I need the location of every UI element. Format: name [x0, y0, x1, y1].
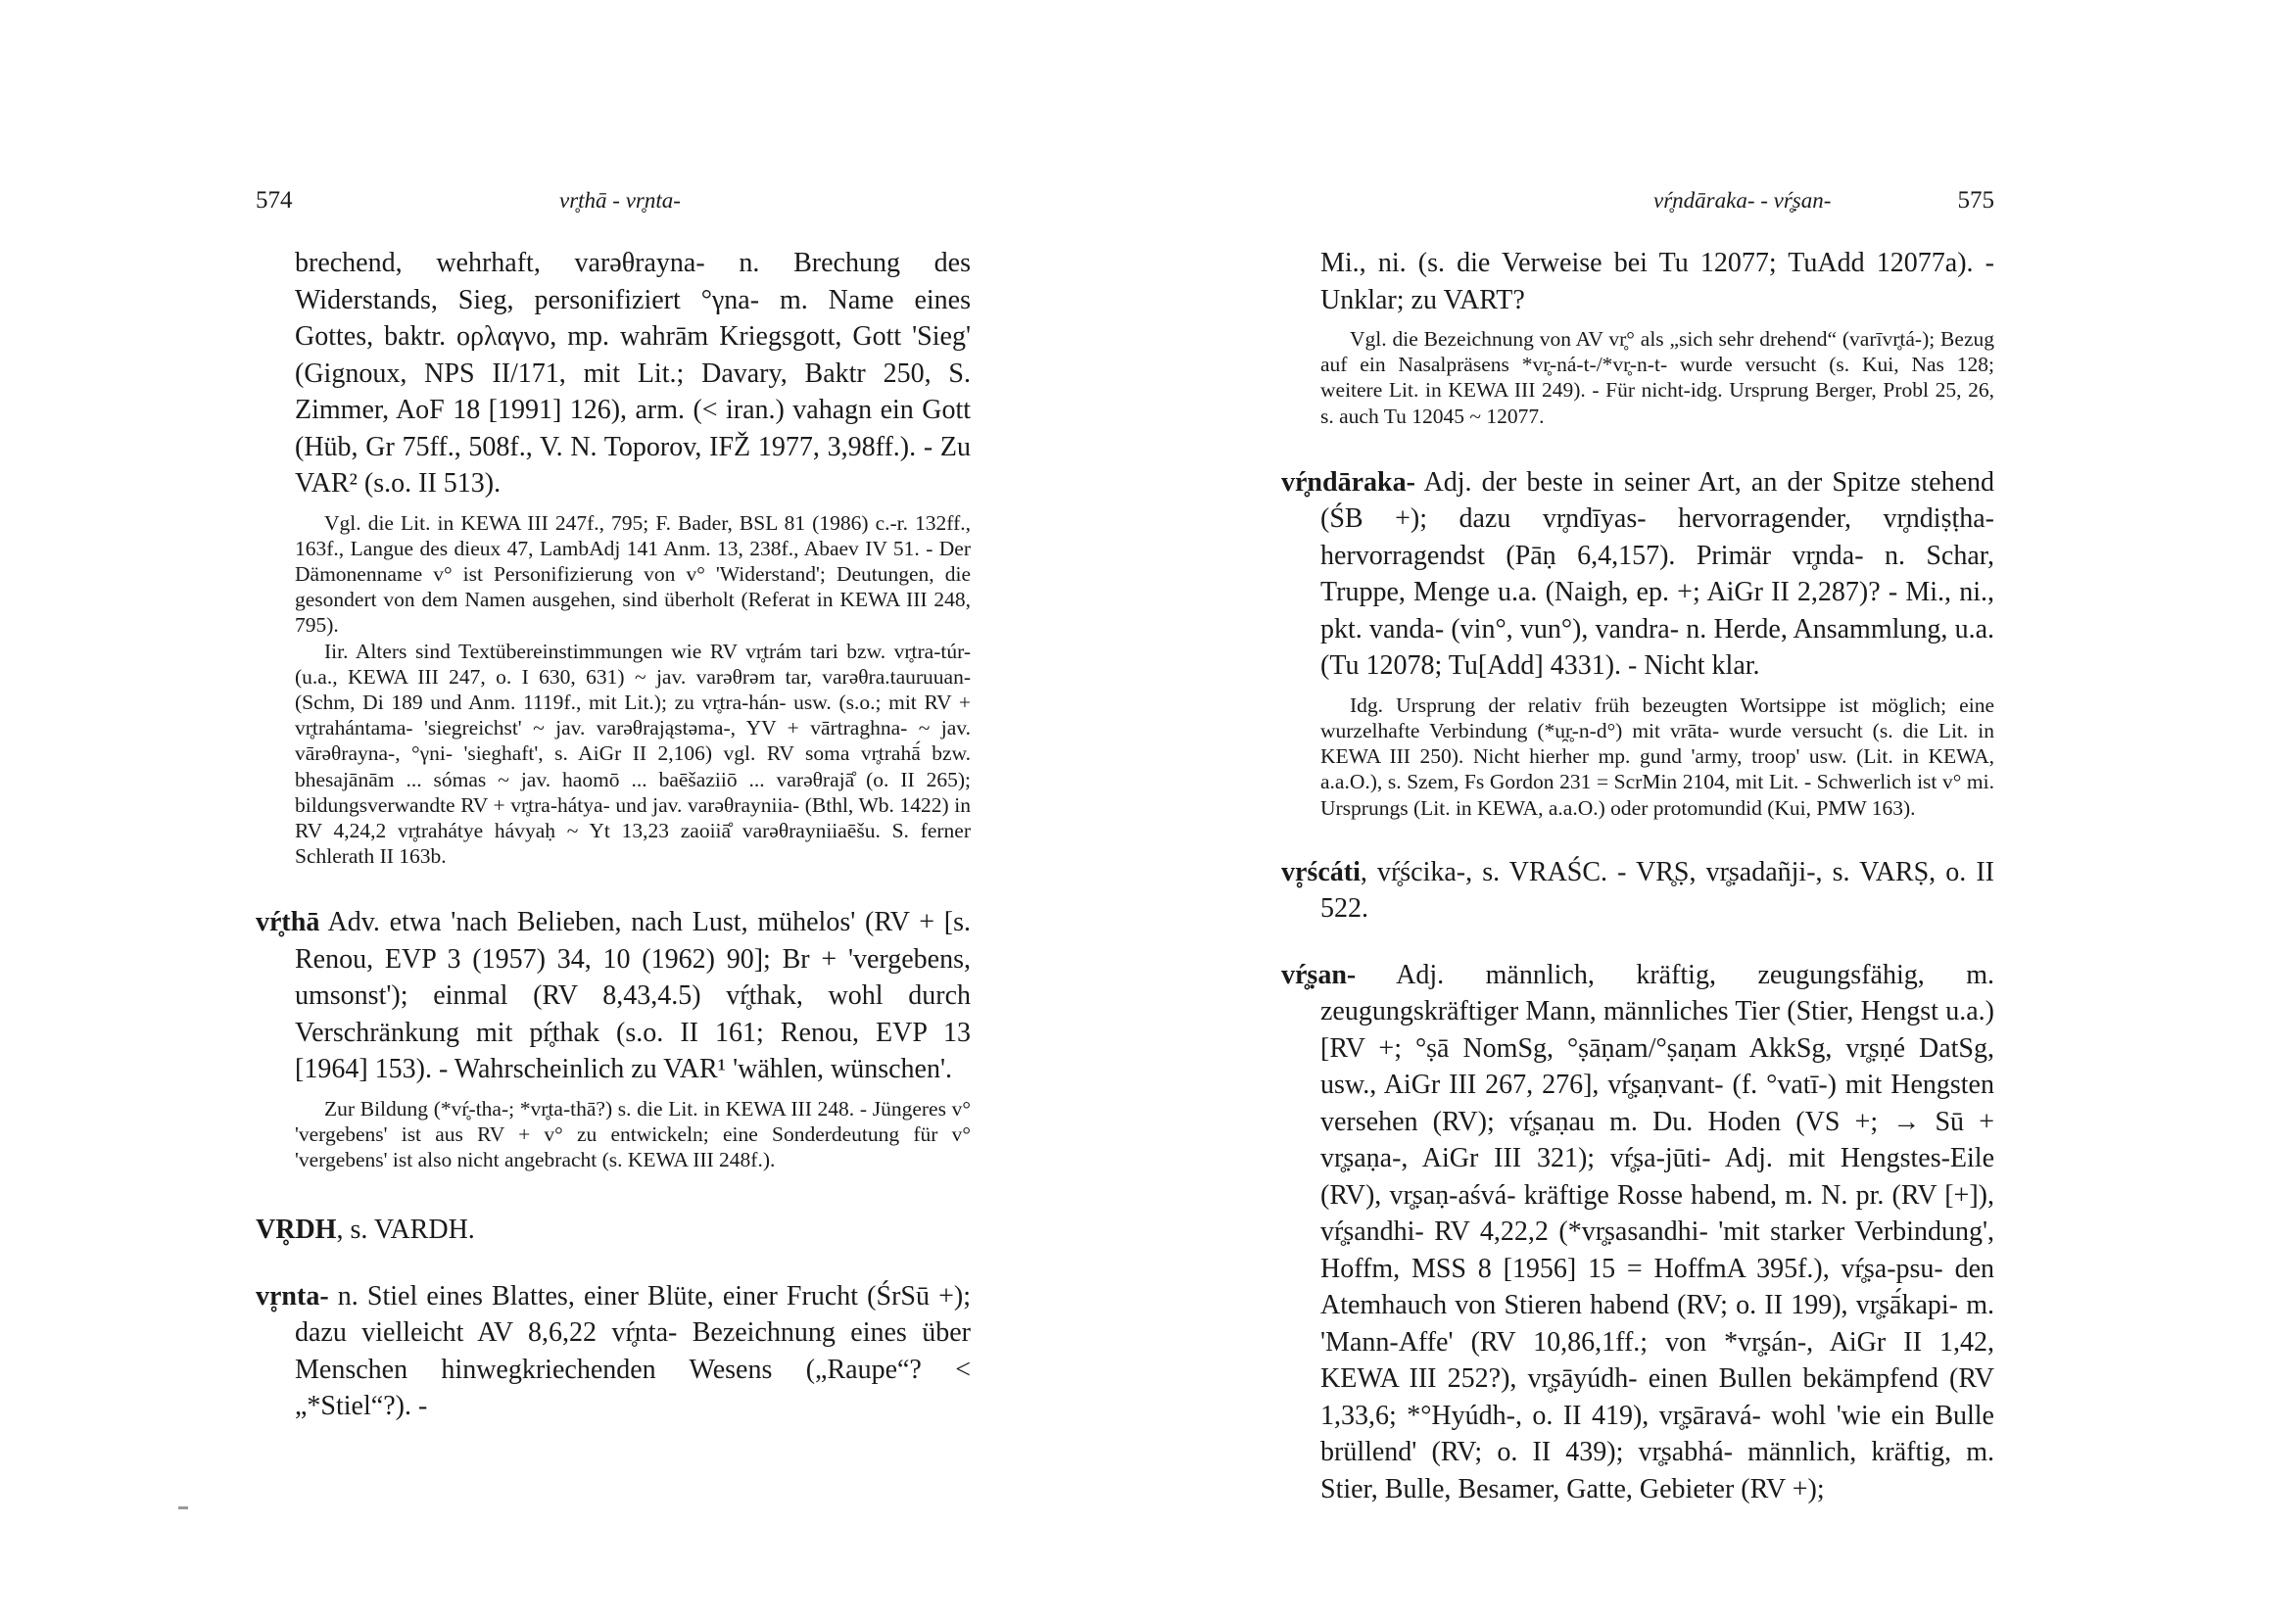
entry-headword: vŕ̥ndāraka- [1281, 466, 1415, 498]
note-paragraph: Zur Bildung (*vŕ̥-tha-; *vr̥ta-thā?) s. die Lit. in KEWA III 248. - Jüngeres v° 'vergebens' ist aus RV + v° zu entwickeln; eine Sonderdeutung für v° 'vergebens' ist also nicht angebracht (s. KEWA III 248f.). [295, 1096, 971, 1172]
entry-headword: vŕ̥thā [256, 907, 320, 938]
entry-text: , vŕ̥ścika-, s. VRAŚC. - VR̥Ṣ, vr̥ṣadañji-, s. VARṢ, o. II 522. [1320, 856, 1994, 925]
left-column [256, 245, 971, 1425]
dictionary-entry-vrnta [256, 1278, 971, 1425]
entry-text: Adj. männlich, kräftig, zeugungsfähig, m. zeugungskräftiger Mann, männliches Tier (Stier, Hengst u.a.) [RV +; °ṣā NomSg, °ṣāṇam/°ṣaṇam AkkSg, vr̥ṣṇé DatSg, usw., AiGr III 267, 276], vŕ̥ṣaṇvant- (f. °vatī-) mit Hengsten versehen (RV); vŕ̥ṣaṇau m. Du. Hoden (VS +; → Sū + vr̥ṣaṇa-, AiGr III 321); vŕ̥ṣa-jūti- Adj. mit Hengstes-Eile (RV), vr̥ṣaṇ-aśvá- kräftige Rosse habend, m. N. pr. (RV [+]), vŕ̥ṣandhi- RV 4,22,2 (*vr̥ṣasandhi- 'mit starker Verbindung', Hoffm, MSS 8 [1956] 15 = HoffmA 395f.), vŕ̥ṣa-psu- den Atemhauch von Stieren habend (RV; o. II 199), vr̥ṣā́kapi- m. 'Mann-Affe' (RV 10,86,1ff.; von *vr̥ṣán-, AiGr II 1,42, KEWA III 252?), vr̥ṣāyúdh- einen Bullen bekämpfend (RV 1,33,6; *°Hyúdh-, o. II 419), vr̥ṣāravá- wohl 'wie ein Bulle brüllend' (RV; o. II 439); vr̥ṣabhá- männlich, kräftig, m. Stier, Bulle, Besamer, Gatte, Gebieter (RV +); [1320, 959, 1994, 1504]
note-paragraph: Iir. Alters sind Textübereinstimmungen wie RV vr̥trám tari bzw. vr̥tra-túr- (u.a., KEWA III 247, o. I 630, 631) ~ jav. varəθrəm tar, varəθra.tauruuan- (Schm, Di 189 und Anm. 1119f., mit Lit.); zu vr̥tra-hán- usw. (s.o.; mit RV + vr̥trahántama- 'siegreichst' ~ jav. varəθrająstəma-, YV + vārtraghna- ~ jav. vārəθrayna-, °γni- 'sieghaft', s. AiGr II 2,106) vgl. RV soma vr̥trahā́ bzw. bhesajānām ... sómas ~ jav. haomō ... baēšaziiō ... varəθrajā̊ (o. II 265); bildungsverwandte RV + vr̥tra-hátya- und jav. varəθrayniia- (Bthl, Wb. 1422) in RV 4,24,2 vr̥trahátye hávyaḥ ~ Yt 13,23 zaoiiā̊ varəθrayniiaēšu. S. ferner Schlerath II 163b. [295, 639, 971, 869]
dictionary-entry-vrdh [256, 1212, 971, 1249]
entry-text: , s. VARDH. [336, 1215, 475, 1246]
entry-continuation: Mi., ni. (s. die Verweise bei Tu 12077; TuAdd 12077a). - Unklar; zu VART? [1320, 248, 1994, 315]
dictionary-entry-vrtha [256, 904, 971, 1088]
entry-headword: VR̥DH [256, 1215, 337, 1246]
entry-text: n. Stiel eines Blattes, einer Blüte, einer Frucht (ŚrSū +); dazu vielleicht AV 8,6,22 vŕ̥nta- Bezeichnung eines über Menschen hinwegkriechenden Wesens („Raupe“? < „*Stiel“?). - [295, 1280, 971, 1422]
entry-text: Adv. etwa 'nach Belieben, nach Lust, mühelos' (RV + [s. Renou, EVP 3 (1957) 34, 10 (1962) 90]; Br + 'vergebens, umsonst'); einmal (RV 8,43,4.5) vŕ̥thak, wohl durch Verschränkung mit pŕ̥thak (s.o. II 161; Renou, EVP 13 [1964] 153). - Wahrscheinlich zu VAR¹ 'wählen, wünschen'. [295, 907, 971, 1085]
entry-text: Adj. der beste in seiner Art, an der Spitze stehend (ŚB +); dazu vr̥ndīyas- hervorragender, vr̥ndiṣṭha- hervorragendst (Pāṇ 6,4,157). Primär vr̥nda- n. Schar, Truppe, Menge u.a. (Naigh, ep. +; AiGr II 2,287)? - Mi., ni., pkt. vanda- (vin°, vun°), vandra- n. Herde, Ansammlung, u.a. (Tu 12078; Tu[Add] 4331). - Nicht klar. [1320, 466, 1994, 682]
left-running-title: vr̥thā - vr̥nta- [559, 188, 681, 213]
dictionary-entry-vrndaraka [1281, 464, 1994, 685]
note-paragraph: Idg. Ursprung der relativ früh bezeugten Wortsippe ist möglich; eine wurzelhafte Verbindung (*u̯r̥-n-d°) mit vrāta- wurde versucht (s. die Lit. in KEWA III 250). Nicht hierher mp. gund 'army, troop' usw. (Lit. in KEWA, a.a.O.), s. Szem, Fs Gordon 231 = ScrMin 2104, mit Lit. - Schwerlich ist v° mi. Ursprungs (Lit. in KEWA, a.a.O.) oder protomundid (Kui, PMW 163). [1320, 692, 1994, 820]
entry-headword: vŕ̥ṣan- [1281, 959, 1357, 990]
left-page-number: 574 [256, 187, 293, 214]
dictionary-entry-vrsan [1281, 957, 1994, 1508]
note-paragraph: Vgl. die Lit. in KEWA III 247f., 795; F. Bader, BSL 81 (1986) c.-r. 132ff., 163f., Langue des dieux 47, LambAdj 141 Anm. 13, 238f., Abaev IV 51. - Der Dämonenname v° ist Personifizierung von v° 'Widerstand'; Deutungen, die gesondert von dem Namen ausgehen, sind überholt (Referat in KEWA III 248, 795). [295, 510, 971, 638]
entry-headword: vr̥nta- [256, 1280, 329, 1312]
scan-speck [178, 1506, 188, 1509]
right-page [1148, 0, 2296, 1622]
right-page-number: 575 [1957, 187, 1994, 214]
left-running-head [256, 185, 971, 216]
entry-headword: vr̥ścáti [1281, 856, 1361, 887]
right-running-title: vŕ̥ndāraka- - vŕ̥ṣan- [1653, 188, 1832, 213]
entry-continuation: brechend, wehrhaft, varəθrayna- n. Brechung des Widerstands, Sieg, personifiziert °γna- m. Name eines Gottes, baktr. ορλαγνο, mp. wahrām Kriegsgott, Gott 'Sieg' (Gignoux, NPS II/171, mit Lit.; Davary, Baktr 250, S. Zimmer, AoF 18 [1991] 126), arm. (< iran.) vahagn ein Gott (Hüb, Gr 75ff., 508f., V. N. Toporov, IFŽ 1977, 3,98ff.). - Zu VAR² (s.o. II 513). [295, 248, 971, 499]
right-column [1281, 245, 1994, 1507]
note-paragraph: Vgl. die Bezeichnung von AV vr̥° als „sich sehr drehend“ (varīvr̥tá-); Bezug auf ein Nasalpräsens *vr̥-ná-t-/*vr̥-n-t- wurde versucht (s. Kui, Nas 128; weitere Lit. in KEWA III 249). - Für nicht-idg. Ursprung Berger, Probl 25, 26, s. auch Tu 12045 ~ 12077. [1320, 327, 1994, 428]
dictionary-entry-vrscati [1281, 854, 1994, 928]
